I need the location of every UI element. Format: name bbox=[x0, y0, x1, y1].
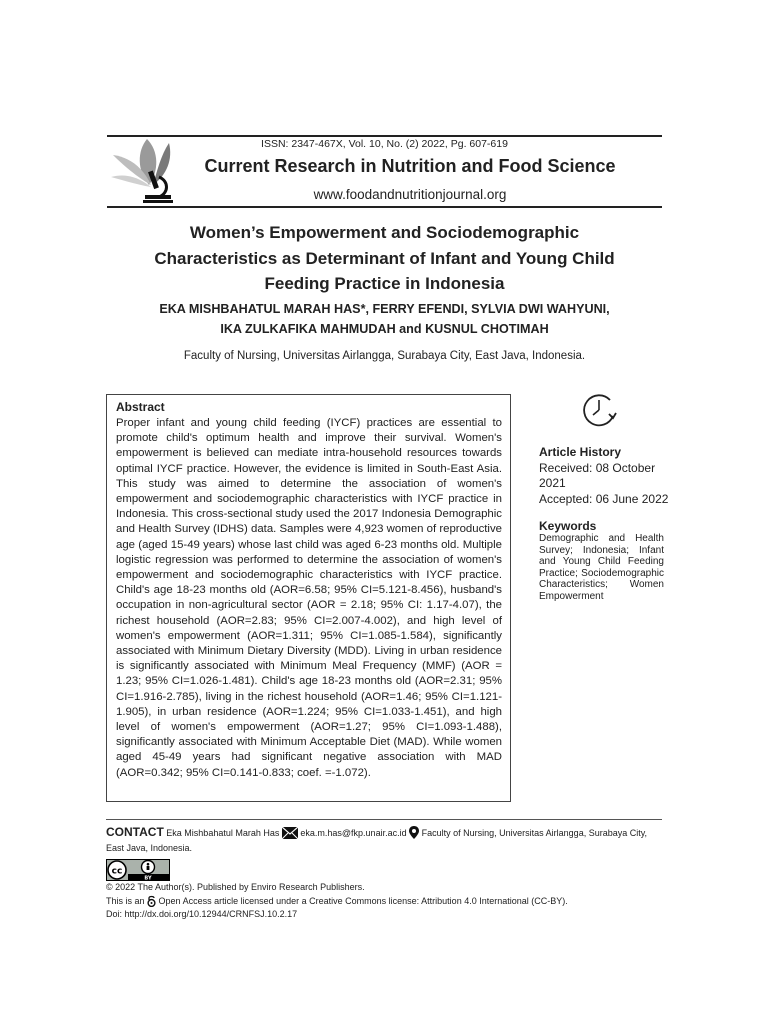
svg-text:cc: cc bbox=[111, 866, 123, 877]
contact-label: CONTACT bbox=[106, 825, 164, 839]
contact-address: Faculty of Nursing, Universitas Airlangga, Surabaya City, bbox=[421, 828, 648, 838]
keyword-item: Demographic and Health Survey; bbox=[539, 533, 664, 556]
oa-text: Open Access article licensed under a Creative Commons license: Attribution 4.0 International (CC-BY). bbox=[158, 896, 568, 906]
abstract-heading: Abstract bbox=[116, 400, 165, 414]
title-line: Women’s Empowerment and Sociodemographic bbox=[189, 223, 580, 242]
map-pin-icon bbox=[409, 826, 419, 839]
abstract-text: Proper infant and young child feeding (IYCF) practices are essential to promote child's optimum health and improve their survival. Women's empowerment is believed can mediate intra-household resources towards optimal IYCF practice. However, the evidence is limited in South-East Asia. This study was aimed to determine the association of women's empowerment and sociodemographic characteristics with IYCF practice in Indonesia. This cross-sectional study used the 2017 Indonesia Demographic and Health Survey (IDHS) data. Samples were 4,923 women of reproductive age (aged 15-49 years) whose last child was aged 6-23 months old. Multiple logistic regression was performed to determine the association of women's empowerment and sociodemographic characteristics with IYCF practice. Child's age 18-23 months old (AOR=6.58; 95% CI=5.121-8.456), husband's occupation in non-agricultural sector (AOR = 2.18; 95% CI: 1.17-4.07), the richest household (AOR=2.83; 95% CI=2.007-4.002), and high level of women's empowerment (AOR=1.311; 95% CI=1.085-1.584), significantly associated with Minimum Dietary Diversity (MDD). Living in urban residence is significantly associated with Minimum Meal Frequency (MMF) (AOR = 1.23; 95% CI=1.026-1.481). Child's age 18-23 months old (AOR=2.31; 95% CI=1.916-2.785), living in the richest household (AOR=1.46; 95% CI=1.121-1.905), in urban residence (AOR=1.224; 95% CI=1.033-1.451), and high level of women's empowerment (AOR=1.27; 95% CI=1.093-1.488), significantly associated with Minimum Acceptable Diet (MAD). While women aged 45-49 years had significant negative association with MAD (AOR=0.342; 95% CI=0.141-0.833; coef. =-1.072). bbox=[116, 417, 502, 779]
journal-name: Current Research in Nutrition and Food Science bbox=[204, 156, 616, 176]
keywords-heading: Keywords bbox=[539, 519, 597, 533]
cc-by-label: BY bbox=[144, 875, 152, 881]
keyword-item: Women Empowerment bbox=[539, 579, 664, 602]
title-line: Feeding Practice in Indonesia bbox=[264, 274, 505, 293]
contact-address-cont: East Java, Indonesia. bbox=[106, 843, 193, 853]
copyright-line: © 2022 The Author(s). Published by Enviro Research Publishers. bbox=[106, 882, 365, 892]
doi-line[interactable]: Doi: http://dx.doi.org/10.12944/CRNFSJ.10.2.17 bbox=[106, 909, 298, 919]
contact-email[interactable]: eka.m.has@fkp.unair.ac.id bbox=[300, 828, 407, 838]
contact-block bbox=[106, 825, 666, 856]
article-title bbox=[107, 220, 662, 297]
envelope-icon bbox=[282, 827, 298, 839]
header-bottom-rule bbox=[107, 206, 662, 208]
keyword-item: Indonesia; bbox=[582, 544, 630, 556]
author-list bbox=[107, 299, 662, 339]
open-access-lock-icon bbox=[147, 895, 156, 907]
affiliation: Faculty of Nursing, Universitas Airlangga, Surabaya City, East Java, Indonesia. bbox=[183, 350, 586, 362]
accepted-date: Accepted: 06 June 2022 bbox=[539, 492, 669, 506]
journal-website[interactable]: www.foodandnutritionjournal.org bbox=[313, 187, 507, 202]
clock-history-icon bbox=[580, 392, 620, 428]
author-line: EKA MISHBAHATUL MARAH HAS*, FERRY EFENDI, SYLVIA DWI WAHYUNI, bbox=[159, 302, 610, 316]
creative-commons-badge[interactable] bbox=[106, 859, 170, 881]
header-top-rule bbox=[107, 135, 662, 137]
contact-name: Eka Mishbahatul Marah Has bbox=[166, 828, 280, 838]
article-history-heading: Article History bbox=[539, 445, 622, 459]
keywords-list bbox=[539, 533, 664, 603]
footer-rule bbox=[106, 819, 662, 820]
open-access-line bbox=[106, 895, 568, 907]
author-line: IKA ZULKAFIKA MAHMUDAH and KUSNUL CHOTIMAH bbox=[220, 322, 549, 336]
keyword-item: Infant and Young Child Feeding Practice; bbox=[539, 544, 664, 579]
title-line: Characteristics as Determinant of Infant and Young Child bbox=[154, 248, 615, 268]
oa-prefix: This is an bbox=[106, 896, 145, 906]
received-date-year: 2021 bbox=[539, 476, 566, 490]
keyword-item: Sociodemographic Characteristics; bbox=[539, 567, 664, 591]
received-date: Received: 08 October bbox=[539, 461, 656, 475]
issn-line: ISSN: 2347-467X, Vol. 10, No. (2) 2022, Pg. 607-619 bbox=[261, 138, 508, 150]
